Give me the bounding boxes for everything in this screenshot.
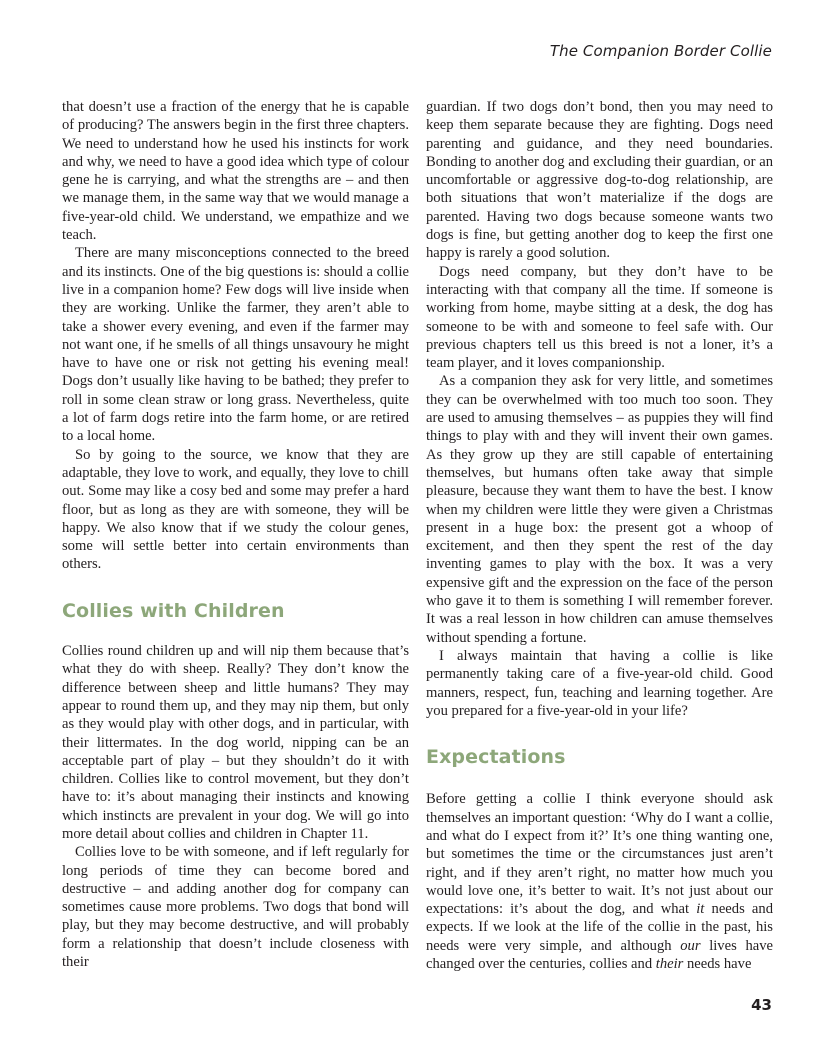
paragraph: Collies round children up and will nip them because that’s what they do with sheep. Really? They don’t know the difference between sheep and little humans? They may appear to round them up, and they may nip them, but only as they would play with other dogs, and in particular, with their littermates. In the dog world, nipping can be an acceptable part of play – but they shouldn’t do it with children. Collies like to control movement, but they don’t have to: it’s about managing their instincts and knowing which instincts are prevalent in your dog. We will go into more detail about collies and children in Chapter 11. xyxy=(62,643,409,842)
text-run: lives have changed over the centuries, collies and xyxy=(426,937,773,973)
text-run: Before getting a collie I think everyone should ask themselves an important question: ‘Why do I want a collie, and what do I expect from it?’ It’s one thing wanting one, but sometimes the time or the circumstances just aren’t right, and if they aren’t right, no matter how much you would love one, it’s better to wait. It’s not just about our expectations: it’s about the dog, and what xyxy=(426,791,773,918)
paragraph xyxy=(426,790,773,973)
paragraph: So by going to the source, we know that they are adaptable, they love to work, and equally, they love to chill out. Some may like a cosy bed and some may prefer a hard floor, but as long as they are with someone, they will be happy. We also know that if we study the colour genes, some will settle better into certain environments than others. xyxy=(62,446,409,573)
left-column xyxy=(62,98,409,971)
emphasis: it xyxy=(696,901,705,918)
emphasis: our xyxy=(680,937,701,954)
paragraph: that doesn’t use a fraction of the energy that he is capable of producing? The answers begin in the first three chapters. We need to understand how he used his instincts for work and why, we need to have a good idea which type of colour gene he is carrying, and what the strengths are – and then we manage them, in the same way that we would manage a five-year-old child. We understand, we empathize and we teach. xyxy=(62,99,409,244)
running-head: The Companion Border Collie xyxy=(549,42,772,60)
paragraph: I always maintain that having a collie is like permanently taking care of a five-year-old child. Good manners, respect, fun, teaching and learning together. Are you prepared for a five-year-old in your life? xyxy=(426,647,773,719)
paragraph: There are many misconceptions connected to the breed and its instincts. One of the big questions is: should a collie live in a companion home? Few dogs will live inside when they are working. Unlike the farmer, they aren’t able to take a shower every evening, and even if the farmer may not want one, if he smells of all things unsavoury he might have to have one or risk not getting his evening meal! Dogs don’t usually like having to be bathed; they prefer to roll in some clean straw or long grass. Nevertheless, quite a lot of farm dogs retire into the farm home, or are retired to a local home. xyxy=(62,245,409,445)
paragraph: As a companion they ask for very little, and sometimes they can be overwhelmed with too much too soon. They are used to amusing themselves – as puppies they will find things to play with and they will invent their own games. As they grow up they are still capable of entertaining themselves, but humans often take away that simple pleasure, because they want them to have the best. I know when my children were little they were given a Christmas present in a huge box: the present got a whoop of excitement, and then they spent the rest of the day inventing games to play with the box. It was a very expensive gift and the expression on the face of the person who gave it to them is something I will remember forever. It was a real lesson in how children can amuse themselves without spending a fortune. xyxy=(426,373,773,646)
paragraph: Collies love to be with someone, and if left regularly for long periods of time they can become bored and destructive – and adding another dog for company can sometimes cause more problems. Two dogs that bond will play, but they may become destructive, and will probably form a relationship that doesn’t include closeness with their xyxy=(62,844,409,971)
section-heading-expectations: Expectations xyxy=(426,746,566,769)
text-run: needs have xyxy=(683,956,752,973)
emphasis: their xyxy=(655,956,684,973)
paragraph: Dogs need company, but they don’t have to be interacting with that company all the time. If someone is working from home, maybe sitting at a desk, the dog has someone to be with and someone to feel safe with. Our previous chapters tell us this breed is not a loner, it’s a team player, and it loves companionship. xyxy=(426,263,773,372)
right-column xyxy=(426,98,773,973)
paragraph: guardian. If two dogs don’t bond, then you may need to keep them separate because they are fighting. Dogs need parenting and guidance, and they need boundaries. Bonding to another dog and excluding their guardian, or an uncomfortable or aggressive dog-to-dog relationship, are both situations that won’t materialize if the dogs are parented. Having two dogs because someone wants two dogs is fine, but getting another dog to keep the first one happy is rarely a good solution. xyxy=(426,99,773,262)
page-number: 43 xyxy=(751,996,772,1014)
text-run: needs and expects. If we look at the life of the collie in the past, his needs were very simple, and although xyxy=(426,901,773,954)
section-heading-collies-with-children: Collies with Children xyxy=(62,599,285,622)
